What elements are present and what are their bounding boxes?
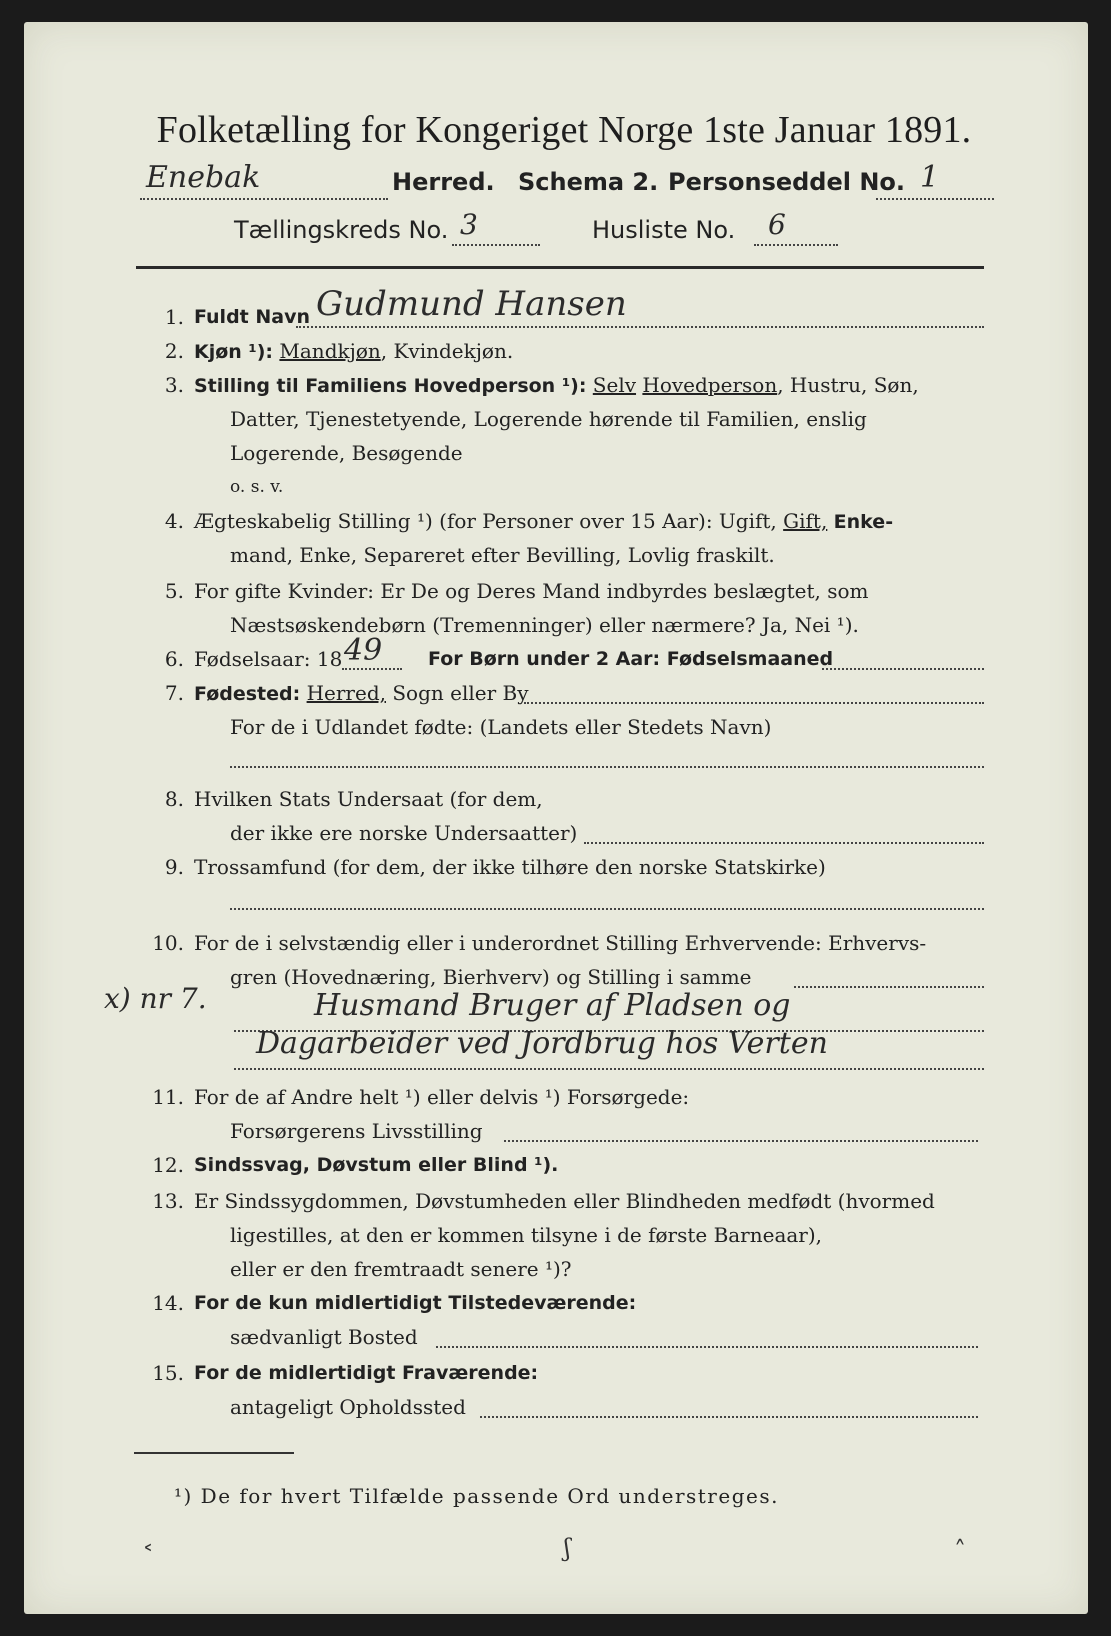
occupation-answer-2: Dagarbeider ved Jordbrug hos Verten: [256, 1026, 828, 1061]
married-women-question: For gifte Kvinder: Er De og Deres Mand indbyrdes beslægtet, som: [194, 579, 869, 603]
question-13-line-2: [24, 1218, 1088, 1252]
personseddel-label: Personseddel No.: [668, 168, 906, 196]
question-2: [24, 334, 1088, 368]
taellingskreds-line: [234, 208, 934, 254]
occupation-label-2: gren (Hovednæring, Bierhverv) og Stilling i samme: [230, 965, 752, 989]
family-position-options-2: Datter, Tjenestetyende, Logerende hørende til Familien, enslig: [230, 407, 867, 431]
family-position-hovedperson: Hovedperson: [642, 373, 778, 397]
question-9: [24, 850, 1088, 884]
question-15-line-2: [24, 1390, 1088, 1424]
herred-label: Herred.: [392, 168, 495, 196]
question-5: [24, 574, 1088, 608]
birth-year-label: Fødselsaar: 18: [194, 647, 343, 671]
question-number: 6.: [164, 647, 184, 671]
husliste-label: Husliste No.: [592, 216, 736, 244]
birth-month-label: For Børn under 2 Aar: Fødselsmaaned: [428, 648, 834, 670]
birthplace-dotted-line: [524, 702, 984, 704]
question-8-line-2: [24, 816, 1088, 850]
herred-value: Enebak: [146, 160, 261, 195]
schema-label: Schema 2.: [518, 168, 659, 196]
temporary-absent-label: For de midlertidigt Fraværende:: [194, 1362, 539, 1384]
gender-options: , Kvindekjøn.: [380, 339, 514, 363]
question-10: [24, 926, 1088, 960]
question-number: 15.: [152, 1361, 184, 1385]
question-4-line-2: [24, 538, 1088, 572]
religion-label: Trossamfund (for dem, der ikke tilhøre den norske Statskirke): [194, 855, 826, 879]
birthplace-options: Sogn eller By: [392, 681, 529, 705]
question-12: [24, 1148, 1088, 1182]
provider-occupation-dotted-line: [504, 1140, 978, 1142]
foreign-birthplace-dotted-line: [230, 766, 984, 768]
married-women-question-2: Næstsøskendebørn (Tremenninger) eller nærmere? Ja, Nei ¹).: [230, 613, 859, 637]
header-rule: [136, 266, 984, 269]
usual-residence-dotted-line: [436, 1346, 978, 1348]
margin-mark-right: ˄: [954, 1536, 966, 1564]
supported-label: For de af Andre helt ¹) eller delvis ¹) Forsørgede:: [194, 1085, 690, 1109]
husliste-dotted-line: [754, 244, 838, 246]
herred-dotted-line: [140, 198, 388, 200]
question-11-line-2: [24, 1114, 1088, 1148]
probable-residence-label: antageligt Opholdssted: [230, 1395, 466, 1419]
family-position-label: Stilling til Familiens Hovedperson ¹):: [194, 375, 587, 397]
marital-status-label: Ægteskabelig Stilling ¹) (for Personer over 15 Aar): Ugift,: [194, 509, 777, 533]
question-13: [24, 1184, 1088, 1218]
family-position-options: , Hustru, Søn,: [777, 373, 919, 397]
taellingskreds-label: Tællingskreds No.: [234, 216, 449, 244]
citizenship-dotted-line: [584, 842, 984, 844]
marital-status-enke: Enke-: [833, 511, 894, 533]
birth-month-dotted-line: [822, 668, 984, 670]
margin-mark-left: ˂: [142, 1542, 154, 1570]
question-13-line-3: [24, 1252, 1088, 1286]
birth-year-value: 49: [344, 633, 383, 668]
marital-status-options-2: mand, Enke, Separeret efter Bevilling, Lovlig fraskilt.: [230, 543, 775, 567]
census-form-page: [24, 22, 1088, 1614]
occupation-margin-note: x) nr 7.: [104, 982, 207, 1015]
congenital-label-3: eller er den fremtraadt senere ¹)?: [230, 1257, 572, 1281]
gender-male-underlined: Mandkjøn: [279, 339, 381, 363]
question-14: [24, 1286, 1088, 1320]
question-3-line-2: [24, 402, 1088, 436]
congenital-label: Er Sindssygdommen, Døvstumheden eller Blindheden medfødt (hvormed: [194, 1189, 935, 1213]
question-6: [24, 633, 1088, 676]
margin-mark-center: ʃ: [564, 1534, 571, 1562]
question-number: 9.: [164, 855, 184, 879]
full-name-label: Fuldt Navn: [194, 306, 311, 328]
question-8: [24, 782, 1088, 816]
occupation-dotted-line: [794, 986, 984, 988]
footnote-rule: [134, 1452, 294, 1454]
taellingskreds-value: 3: [460, 208, 478, 241]
citizenship-label: Hvilken Stats Undersaat (for dem,: [194, 787, 543, 811]
question-number: 10.: [152, 931, 184, 955]
question-3-line-3: [24, 436, 1088, 470]
question-number: 2.: [164, 339, 184, 363]
religion-dotted-line: [230, 908, 984, 910]
probable-residence-dotted-line: [480, 1416, 978, 1418]
personseddel-value: 1: [920, 160, 940, 195]
occupation-label: For de i selvstændig eller i underordnet Stilling Erhvervende: Erhvervs-: [194, 931, 927, 955]
question-3-line-4: [24, 470, 1088, 504]
provider-occupation-label: Forsørgerens Livsstilling: [230, 1119, 483, 1143]
question-number: 14.: [152, 1291, 184, 1315]
question-number: 12.: [152, 1153, 184, 1177]
congenital-label-2: ligestilles, at den er kommen tilsyne i de første Barneaar),: [230, 1223, 823, 1247]
marital-status-gift: Gift,: [783, 509, 828, 533]
birthplace-herred: Herred,: [306, 681, 386, 705]
question-14-line-2: [24, 1320, 1088, 1354]
occupation-answer-line-2: [234, 1068, 984, 1070]
question-number: 13.: [152, 1189, 184, 1213]
occupation-answer-1: Husmand Bruger af Pladsen og: [314, 988, 791, 1023]
question-number: 5.: [164, 579, 184, 603]
question-number: 1.: [164, 305, 184, 329]
question-number: 4.: [164, 509, 184, 533]
question-number: 3.: [164, 373, 184, 397]
question-5-line-2: [24, 608, 1088, 642]
family-position-osv: o. s. v.: [230, 477, 284, 497]
gender-label: Kjøn ¹):: [194, 341, 274, 363]
temporary-present-label: For de kun midlertidigt Tilstedeværende:: [194, 1292, 637, 1314]
foreign-birthplace-label: For de i Udlandet fødte: (Landets eller Stedets Navn): [230, 715, 772, 739]
full-name-dotted-line: [296, 326, 984, 328]
question-11: [24, 1080, 1088, 1114]
disability-label: Sindssvag, Døvstum eller Blind ¹).: [194, 1154, 559, 1176]
taellingskreds-dotted-line: [452, 244, 540, 246]
usual-residence-label: sædvanligt Bosted: [230, 1325, 418, 1349]
form-title: Folketælling for Kongeriget Norge 1ste Januar 1891.: [156, 109, 972, 151]
question-7-line-2: [24, 710, 1088, 744]
husliste-value: 6: [768, 208, 786, 241]
question-15: [24, 1356, 1088, 1390]
personseddel-dotted-line: [876, 198, 994, 200]
question-4: [24, 504, 1088, 538]
question-7: [24, 676, 1088, 710]
family-position-options-3: Logerende, Besøgende: [230, 441, 463, 465]
full-name-value: Gudmund Hansen: [316, 284, 627, 324]
question-3: [24, 368, 1088, 402]
herred-line: [134, 160, 996, 206]
citizenship-label-2: der ikke ere norske Undersaatter): [230, 821, 578, 845]
footnote: ¹) De for hvert Tilfælde passende Ord understreges.: [174, 1484, 779, 1508]
question-number: 7.: [164, 681, 184, 705]
birth-year-dotted-line: [342, 668, 402, 670]
family-position-selv: Selv: [592, 373, 637, 397]
question-number: 8.: [164, 787, 184, 811]
question-number: 11.: [152, 1085, 184, 1109]
birthplace-label: Fødested:: [194, 683, 301, 705]
